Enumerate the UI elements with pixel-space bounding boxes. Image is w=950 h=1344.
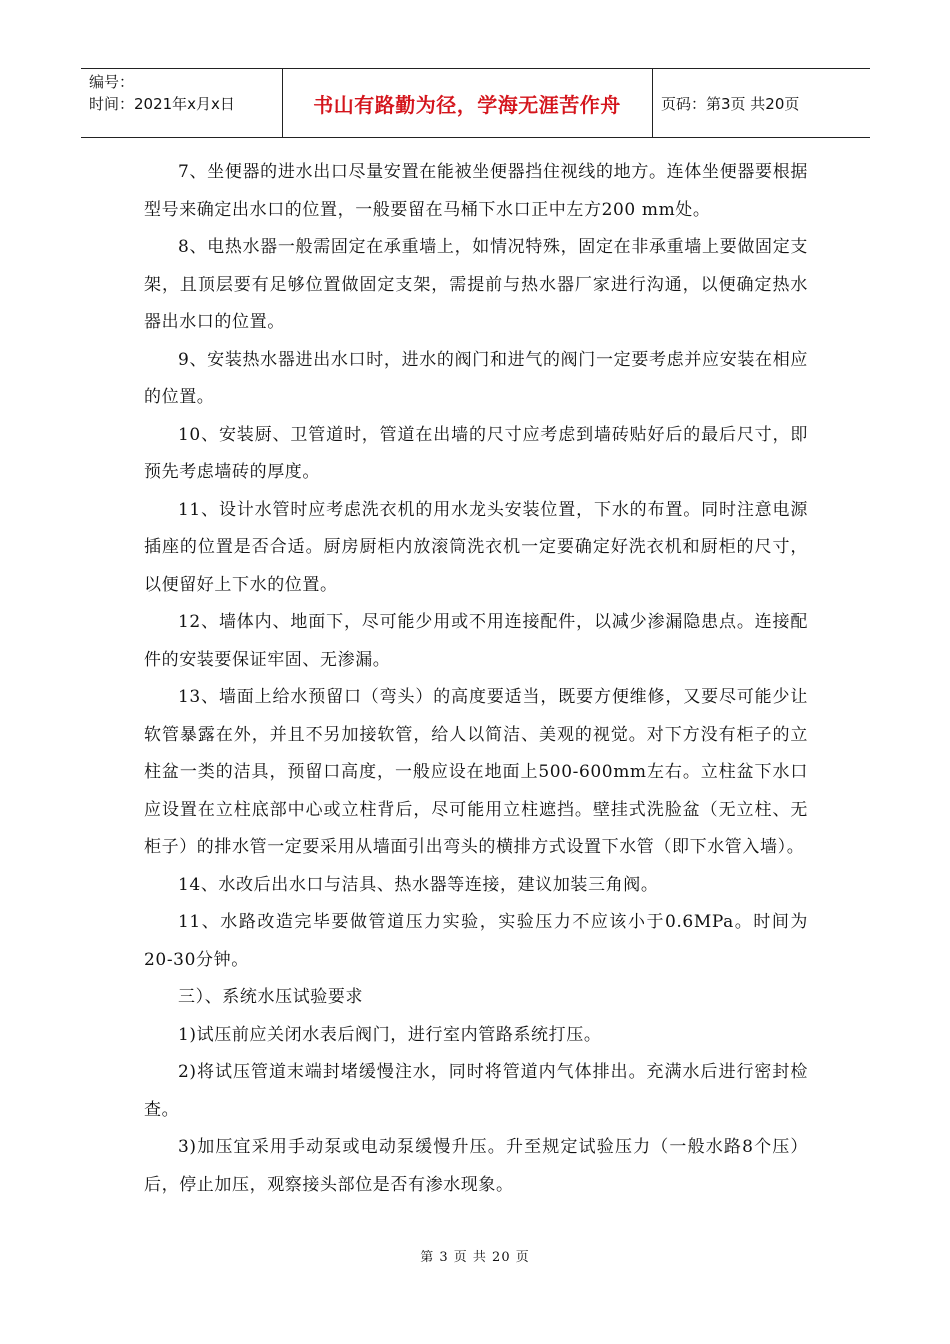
paragraph: 2)将试压管道末端封堵缓慢注水，同时将管道内气体排出。充满水后进行密封检查。	[144, 1062, 808, 1120]
paragraph: 11、水路改造完毕要做管道压力实验，实验压力不应该小于0.6MPa。时间为20-30分钟。	[144, 912, 808, 970]
page-header	[81, 68, 870, 138]
paragraph: 10、安装厨、卫管道时，管道在出墙的尺寸应考虑到墙砖贴好后的最后尺寸，即预先考虑墙砖的厚度。	[144, 424, 808, 482]
page-footer: 第 3 页 共 20 页	[420, 1250, 530, 1265]
paragraph: 11、设计水管时应考虑洗衣机的用水龙头安装位置，下水的布置。同时注意电源插座的位置是否合适。厨房厨柜内放滚筒洗衣机一定要确定好洗衣机和厨柜的尺寸，以便留好上下水的位置。	[144, 499, 808, 595]
header-divider	[652, 69, 653, 137]
paragraph: 8、电热水器一般需固定在承重墙上，如情况特殊，固定在非承重墙上要做固定支架，且顶层要有足够位置做固定支架，需提前与热水器厂家进行沟通，以便确定热水器出水口的位置。	[144, 237, 808, 332]
paragraph: 13、墙面上给水预留口（弯头）的高度要适当，既要方便维修，又要尽可能少让软管暴露在外，并且不另加接软管，给人以简洁、美观的视觉。对下方没有柜子的立柱盆一类的洁具，预留口高度，一般应设在地面上500-600mm左右。立柱盆下水口应设置在立柱底部中心或立柱背后，尽可能用立柱遮挡。壁挂式洗脸盆（无立柱、无柜子）的排水管一定要采用从墙面引出弯头的横排方式设置下水管（即下水管入墙）。	[144, 687, 808, 857]
paragraph: 14、水改后出水口与洁具、热水器等连接，建议加装三角阀。	[178, 874, 659, 895]
paragraph: 7、坐便器的进水出口尽量安置在能被坐便器挡住视线的地方。连体坐便器要根据型号来确定出水口的位置，一般要留在马桶下水口正中左方200 mm处。	[144, 162, 808, 220]
document-number-label: 编号：	[89, 73, 135, 91]
paragraph: 12、墙体内、地面下，尽可能少用或不用连接配件，以减少渗漏隐患点。连接配件的安装要保证牢固、无渗漏。	[144, 612, 808, 670]
paragraph: 9、安装热水器进出水口时，进水的阀门和进气的阀门一定要考虑并应安装在相应的位置。	[144, 349, 808, 407]
paragraph: 1)试压前应关闭水表后阀门，进行室内管路系统打压。	[178, 1024, 602, 1045]
document-date-label: 时间：2021年x月x日	[89, 95, 235, 113]
document-body	[144, 154, 808, 1204]
paragraph: 3)加压宜采用手动泵或电动泵缓慢升压。升至规定试验压力（一般水路8个压）后，停止加压，观察接头部位是否有渗水现象。	[144, 1137, 808, 1195]
header-meta	[89, 71, 279, 115]
header-page-info: 页码：第3页 共20页	[661, 94, 800, 113]
header-motto: 书山有路勤为径，学海无涯苦作舟	[313, 92, 621, 117]
section-heading: 三）、系统水压试验要求	[178, 987, 364, 1007]
